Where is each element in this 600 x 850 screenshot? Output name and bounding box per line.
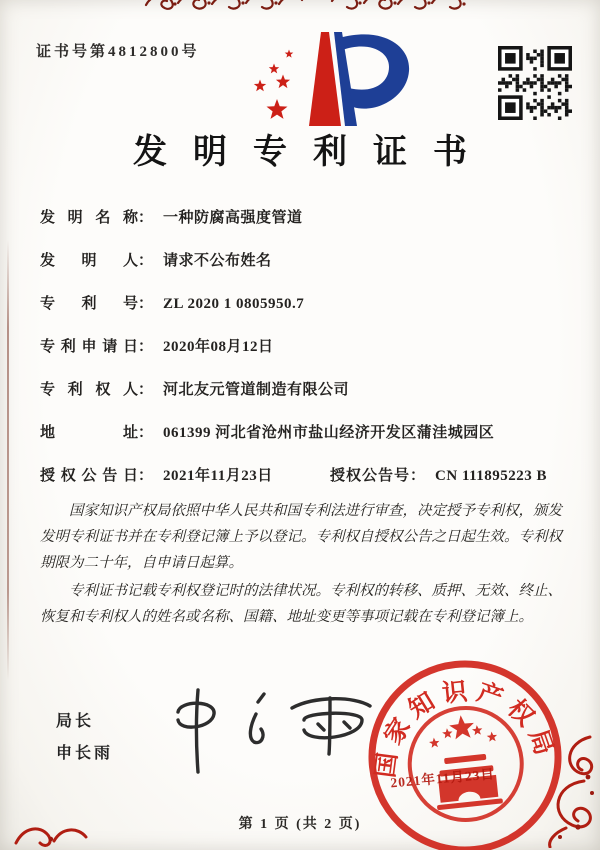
ornament-bottom-right	[536, 733, 598, 848]
field-value-grant-date: 2021年11月23日	[163, 468, 273, 484]
signer-title: 局长	[56, 713, 95, 730]
field-value: 河北友元管道制造有限公司	[163, 382, 350, 398]
handwritten-signature-icon	[158, 684, 390, 780]
legal-paragraph-2: 专利证书记载专利权登记时的法律状况。专利权的转移、质押、无效、终止、恢复和专利权人的姓名或名称、国籍、地址变更等事项记载在专利登记簿上。	[40, 583, 562, 625]
field-grant-row: 授权公告日 ： 2021年11月23日 授权公告号 ： CN 111895223 B	[40, 464, 565, 480]
certificate-title: 发明专利证书	[133, 134, 493, 171]
field-label-grant-number: 授权公告号	[330, 468, 411, 484]
seal-date: 2021年11月23日	[389, 766, 496, 791]
cnipa-patent-logo-icon	[233, 26, 425, 128]
ornament-bottom-left	[14, 793, 94, 848]
legal-text	[40, 498, 562, 632]
field-label: 发明名称	[40, 210, 138, 226]
field-value: 请求不公布姓名	[163, 253, 272, 269]
page-edge-line	[7, 240, 9, 680]
field-inventor: 发明人 ： 请求不公布姓名	[40, 249, 565, 265]
field-value: 2020年08月12日	[163, 339, 274, 355]
qr-code-icon	[498, 46, 572, 120]
seal-org-text: 国家知识产权局	[372, 677, 560, 780]
field-filing-date: 专利申请日 ： 2020年08月12日	[40, 335, 565, 351]
field-patent-number: 专利号 ： ZL 2020 1 0805950.7	[40, 292, 565, 308]
certificate-number: 证书号第4812800号	[36, 44, 200, 60]
field-value: ZL 2020 1 0805950.7	[163, 296, 305, 312]
field-label-grant-date: 授权公告日	[40, 468, 138, 484]
field-address: 地址 ： 061399 河北省沧州市盐山经济开发区蒲洼城园区	[40, 421, 565, 437]
field-value-grant-number: CN 111895223 B	[435, 468, 548, 484]
field-patentee: 专利权人 ： 河北友元管道制造有限公司	[40, 378, 565, 394]
field-label: 地址	[40, 425, 138, 441]
page-number: 第 1 页 (共 2 页)	[238, 817, 362, 832]
field-value: 061399 河北省沧州市盐山经济开发区蒲洼城园区	[163, 425, 495, 441]
field-invention-name: 发明名称 ： 一种防腐高强度管道	[40, 206, 565, 222]
field-label: 专利号	[40, 296, 138, 312]
field-value: 一种防腐高强度管道	[163, 210, 303, 226]
legal-paragraph-1: 国家知识产权局依照中华人民共和国专利法进行审查，决定授予专利权，颁发发明专利证书并在专利登记簿上予以登记。专利权自授权公告之日起生效。专利权期限为二十年，自申请日起算。	[40, 503, 562, 571]
ornament-top-border	[142, 0, 472, 15]
field-label: 发明人	[40, 253, 138, 269]
signer-name: 申长雨	[56, 745, 114, 762]
certificate-fields	[40, 206, 565, 507]
field-label: 专利权人	[40, 382, 138, 398]
field-label: 专利申请日	[40, 339, 138, 355]
